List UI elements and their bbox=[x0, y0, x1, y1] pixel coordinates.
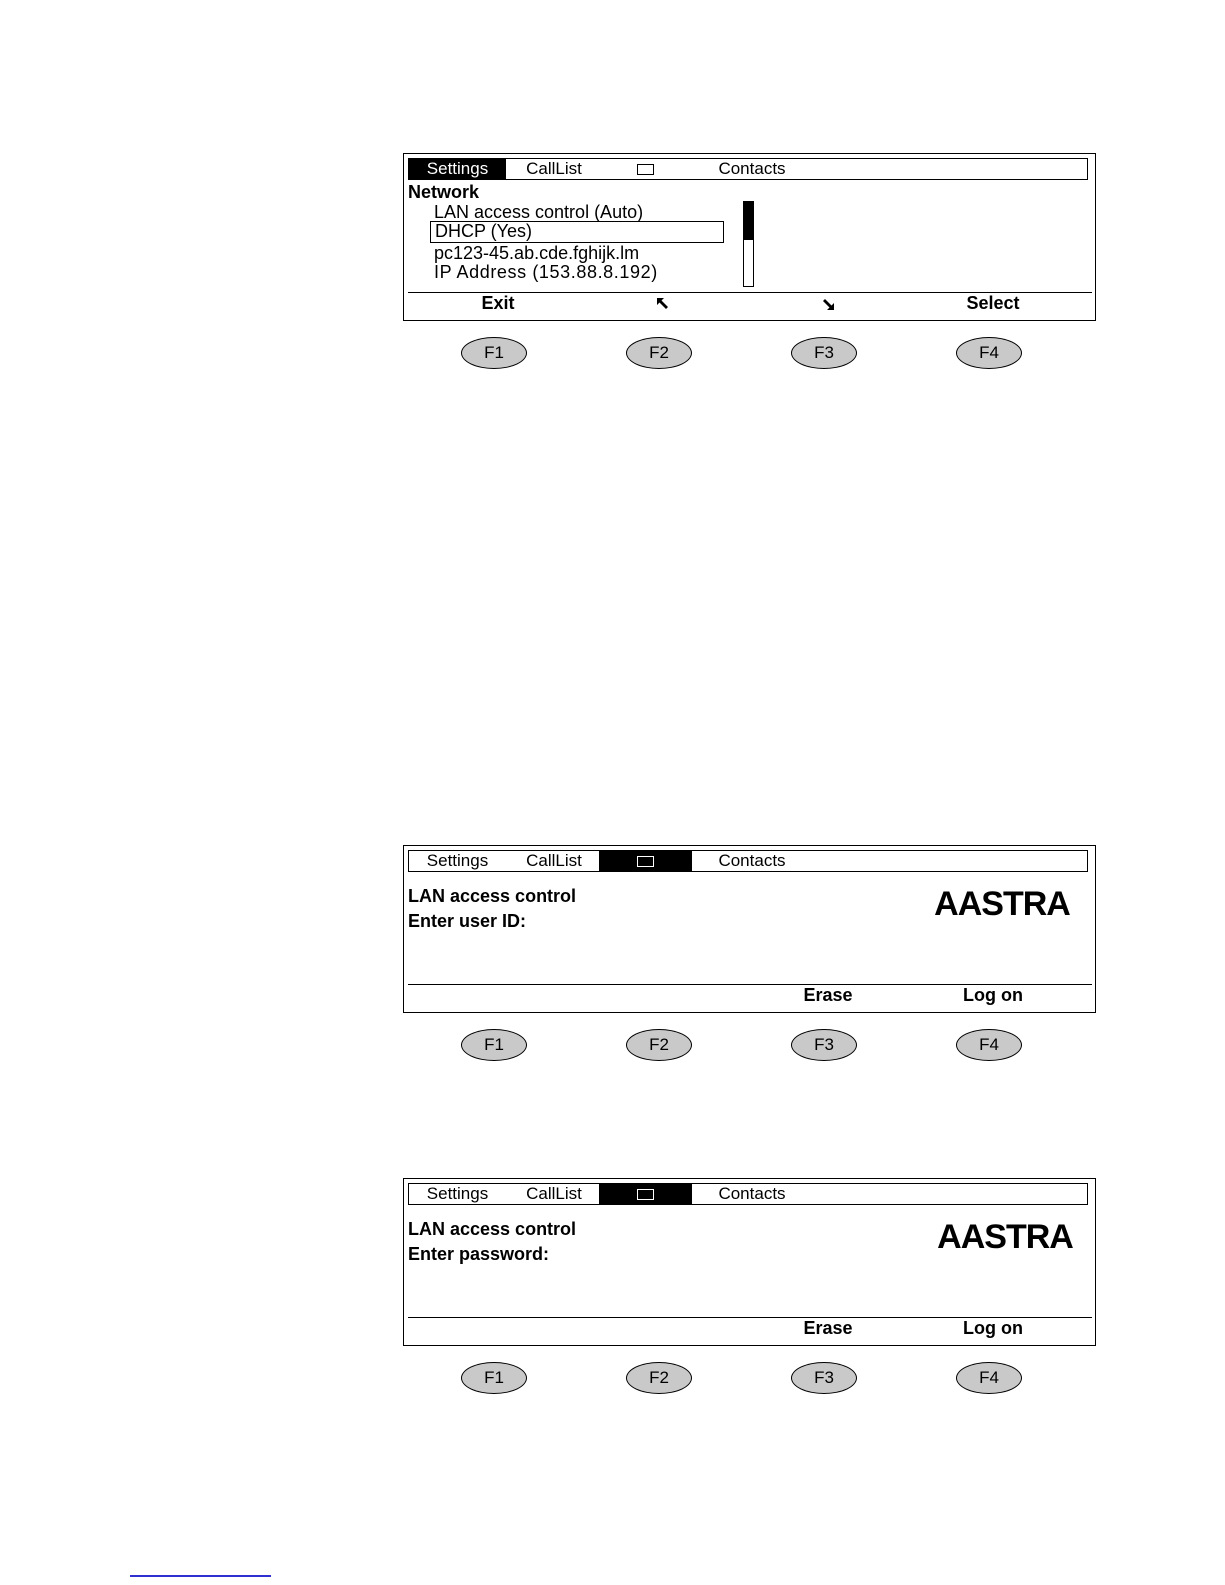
tab-contacts[interactable]: Contacts bbox=[718, 1184, 786, 1203]
softkey-log-on[interactable]: Log on bbox=[963, 1318, 1023, 1338]
phone-display-password bbox=[403, 1178, 1096, 1346]
menu-item-hostname[interactable]: pc123-45.ab.cde.fghijk.lm bbox=[434, 243, 640, 263]
tab-bar bbox=[408, 850, 1088, 872]
aastra-logo bbox=[925, 1214, 1085, 1258]
tab-contacts[interactable]: Contacts bbox=[718, 851, 786, 870]
tab-bar bbox=[408, 1183, 1088, 1205]
tab-calllist[interactable]: CallList bbox=[526, 159, 582, 178]
softkey-log-on[interactable]: Log on bbox=[963, 985, 1023, 1005]
softkey-select[interactable]: Select bbox=[966, 293, 1020, 313]
menu-item-lan-access[interactable]: LAN access control (Auto) bbox=[434, 202, 644, 222]
down-right-arrow-icon bbox=[819, 295, 837, 313]
menu-item-dhcp[interactable]: DHCP (Yes) bbox=[430, 221, 724, 243]
function-key-row bbox=[403, 1029, 1096, 1063]
tab-settings[interactable]: Settings bbox=[426, 1184, 489, 1203]
prompt-password: Enter password: bbox=[408, 1244, 550, 1264]
phone-display-network bbox=[403, 153, 1096, 321]
tab-bar bbox=[408, 158, 1088, 180]
softkey-bar bbox=[408, 292, 1092, 319]
softkey-erase[interactable]: Erase bbox=[803, 985, 853, 1005]
f1-key[interactable]: F1 bbox=[461, 1362, 527, 1394]
scrollbar[interactable] bbox=[743, 201, 754, 287]
f1-key[interactable]: F1 bbox=[461, 337, 527, 369]
f3-key[interactable]: F3 bbox=[791, 1029, 857, 1061]
scroll-thumb[interactable] bbox=[744, 202, 753, 240]
f3-key[interactable]: F3 bbox=[791, 337, 857, 369]
up-left-arrow-icon bbox=[654, 295, 672, 313]
envelope-icon bbox=[637, 856, 654, 867]
tab-messages[interactable] bbox=[599, 1184, 692, 1204]
tab-calllist[interactable]: CallList bbox=[526, 851, 582, 870]
envelope-icon bbox=[637, 1189, 654, 1200]
tab-contacts[interactable]: Contacts bbox=[718, 159, 786, 178]
f4-key[interactable]: F4 bbox=[956, 1029, 1022, 1061]
f3-key[interactable]: F3 bbox=[791, 1362, 857, 1394]
prompt-user-id: Enter user ID: bbox=[408, 911, 527, 931]
f1-key[interactable]: F1 bbox=[461, 1029, 527, 1061]
function-key-row bbox=[403, 337, 1096, 371]
softkey-scroll-down[interactable] bbox=[758, 293, 898, 313]
prompt-title: LAN access control bbox=[408, 886, 577, 906]
function-key-row bbox=[403, 1362, 1096, 1396]
f4-key[interactable]: F4 bbox=[956, 337, 1022, 369]
tab-settings[interactable]: Settings bbox=[409, 159, 506, 179]
softkey-bar bbox=[408, 1317, 1092, 1344]
phone-display-user-id bbox=[403, 845, 1096, 1013]
softkey-exit[interactable]: Exit bbox=[481, 293, 515, 313]
softkey-erase[interactable]: Erase bbox=[803, 1318, 853, 1338]
prompt-title: LAN access control bbox=[408, 1219, 577, 1239]
svg-text:AASTRA: AASTRA bbox=[937, 1218, 1073, 1256]
aastra-logo bbox=[922, 881, 1082, 925]
softkey-bar bbox=[408, 984, 1092, 1011]
f2-key[interactable]: F2 bbox=[626, 1029, 692, 1061]
footnote-rule bbox=[130, 1575, 271, 1577]
f4-key[interactable]: F4 bbox=[956, 1362, 1022, 1394]
f2-key[interactable]: F2 bbox=[626, 1362, 692, 1394]
tab-settings[interactable]: Settings bbox=[426, 851, 489, 870]
softkey-scroll-up[interactable] bbox=[593, 293, 733, 313]
envelope-icon bbox=[637, 164, 654, 175]
svg-text:AASTRA: AASTRA bbox=[934, 885, 1070, 923]
menu-item-ip-address[interactable]: IP Address (153.88.8.192) bbox=[434, 262, 658, 282]
f2-key[interactable]: F2 bbox=[626, 337, 692, 369]
tab-messages[interactable] bbox=[599, 851, 692, 871]
tab-calllist[interactable]: CallList bbox=[526, 1184, 582, 1203]
tab-messages[interactable] bbox=[599, 159, 692, 179]
section-title: Network bbox=[408, 182, 480, 202]
